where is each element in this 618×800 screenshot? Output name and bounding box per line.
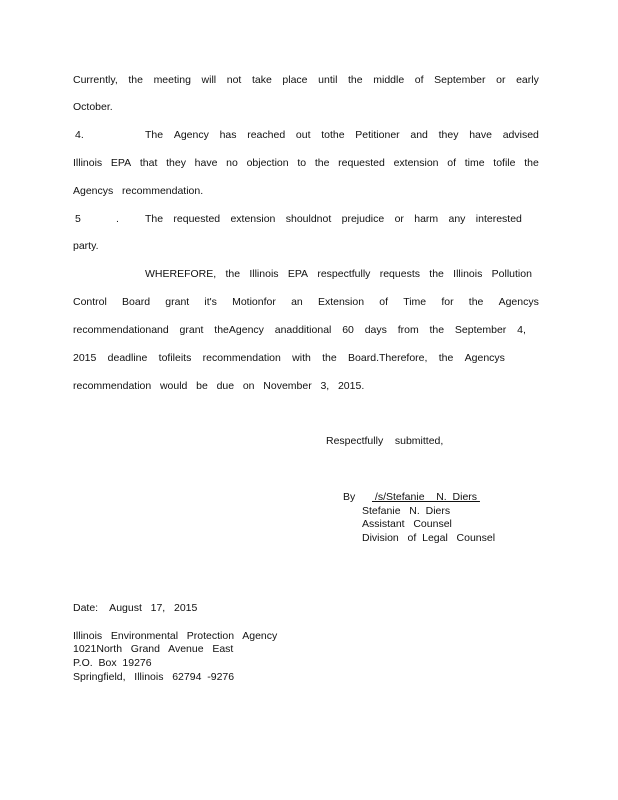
word: Motionfor [232,296,276,308]
word: reached [247,129,286,141]
para4-number: 4. [75,129,84,141]
word: Agencys [464,352,505,364]
word: tofileits [158,352,192,364]
word: meeting [153,74,191,86]
word: to [297,157,307,169]
para4-line2 [73,157,539,169]
wherefore-line1 [145,268,532,280]
word: recommendationand [73,324,169,336]
word: 4, [517,324,526,336]
para3-line2: October. [73,101,113,113]
word: have [469,129,492,141]
word: Illinois [453,268,483,280]
word: the [429,324,445,336]
word: early [516,74,539,86]
word: days [364,324,387,336]
word: Illinois [249,268,279,280]
para5-line2: party. [73,240,99,252]
word: the [314,157,330,169]
word: middle [373,74,405,86]
address-line4: Springfield, Illinois 62794 -9276 [73,671,235,683]
word: extension [230,213,276,225]
word: prejudice [341,213,385,225]
word: The [145,129,164,141]
word: the [468,296,484,308]
wherefore-line5: recommendation would be due on November 3, 2015. [73,380,365,392]
word: for [441,296,454,308]
word: September [454,324,507,336]
word: 2015 [73,352,97,364]
word: they [166,157,186,169]
signature-line: /s/Stefanie N. Diers [372,491,480,503]
word: September [434,74,486,86]
word: or [394,213,404,225]
word: advised [502,129,539,141]
word: the [225,268,241,280]
word: Time [403,296,427,308]
word: it's [204,296,217,308]
word: an [291,296,303,308]
word: The [145,213,164,225]
document-date: Date: August 17, 2015 [73,602,198,614]
word: recommendation [202,352,281,364]
word: take [251,74,272,86]
word: the [322,352,337,364]
word: tofile [493,157,516,169]
word: harm [414,213,439,225]
word: Pollution [491,268,532,280]
para5-dot: . [116,213,119,225]
word: has [219,129,237,141]
signer-name: Stefanie N. Diers [362,505,451,517]
word: WHEREFORE, [145,268,217,280]
word: they [438,129,459,141]
word: place [282,74,308,86]
address-line1: Illinois Environmental Protection Agency [73,630,278,642]
word: extension [393,157,439,169]
word: respectfully [317,268,371,280]
word: that [139,157,158,169]
word: Board.Therefore, [348,352,428,364]
word: of [447,157,456,169]
para5-line1 [145,213,522,225]
word: from [397,324,419,336]
word: the [524,157,539,169]
address-line3: P.O. Box 19276 [73,657,152,669]
word: EPA [287,268,309,280]
word: requested [173,213,221,225]
respectfully-submitted: Respectfully submitted, [326,435,444,447]
word: no [226,157,238,169]
word: until [318,74,338,86]
word: interested [475,213,522,225]
word: the [438,352,454,364]
word: the [348,74,363,86]
para4-line1 [145,129,539,141]
word: the [429,268,444,280]
word: of [414,74,424,86]
para4-line3: Agencys recommendation. [73,185,204,197]
word: objection [246,157,289,169]
word: or [496,74,506,86]
wherefore-line2 [73,296,539,308]
word: grant [179,324,204,336]
word: Board [122,296,151,308]
word: of [379,296,389,308]
word: not [226,74,242,86]
para5-number: 5 [75,213,81,225]
word: any [448,213,466,225]
word: and [410,129,428,141]
word: Agencys [498,296,539,308]
word: Illinois [73,157,103,169]
word: time [464,157,485,169]
address-line2: 1021North Grand Avenue East [73,643,234,655]
word: EPA [110,157,132,169]
word: deadline [107,352,148,364]
word: anadditional [274,324,332,336]
by-label: By [343,491,356,503]
para3-line1 [73,74,539,86]
wherefore-line3 [73,324,526,336]
word: with [292,352,311,364]
word: theAgency [214,324,264,336]
word: Extension [317,296,365,308]
word: the [128,74,143,86]
word: Currently, [73,74,118,86]
word: will [201,74,217,86]
word: Control [73,296,107,308]
word: grant [165,296,190,308]
wherefore-line4 [73,352,505,364]
word: Petitioner [355,129,400,141]
word: 60 [342,324,354,336]
word: requested [338,157,385,169]
signer-division: Division of Legal Counsel [362,532,496,544]
word: tothe [321,129,345,141]
signer-title: Assistant Counsel [362,518,452,530]
word: Agency [173,129,209,141]
word: requests [379,268,420,280]
word: shouldnot [285,213,332,225]
word: out [295,129,311,141]
word: have [194,157,218,169]
